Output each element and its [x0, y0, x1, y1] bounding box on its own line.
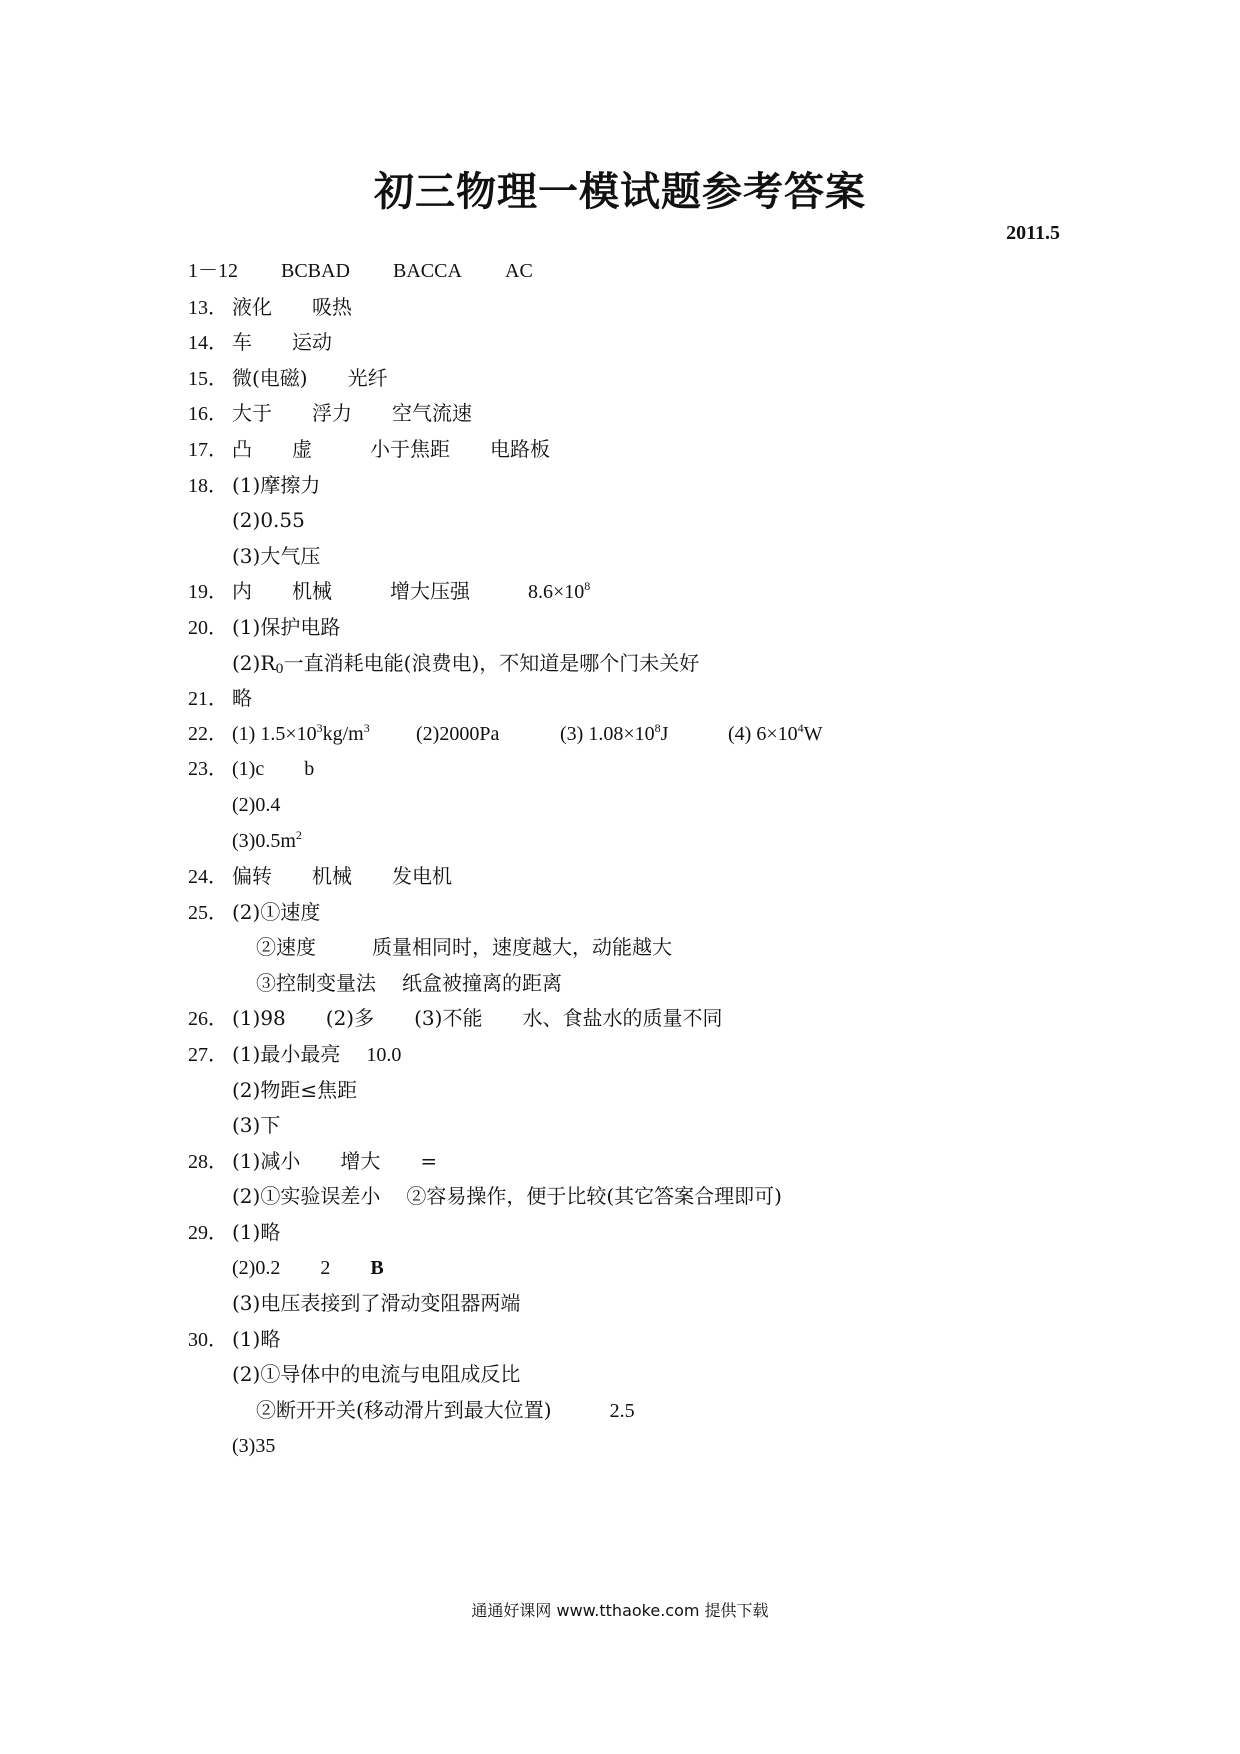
footer-credit: 通通好课网 www.tthaoke.com 提供下载 — [471, 1601, 769, 1620]
answer-segment: 略 — [232, 686, 252, 711]
answer-segment: (4) $6\times 10^4W$ — [728, 720, 823, 745]
answer-segment: 空气流速 — [392, 401, 472, 426]
answer-25 — [188, 895, 1108, 931]
answer-segment: 浮力 — [312, 401, 352, 426]
answer-28-part-2 — [188, 1179, 1108, 1215]
answer-segment: 运动 — [292, 330, 332, 355]
answer-segment: 微(电磁) — [232, 365, 308, 390]
question-number: 25． — [188, 901, 228, 924]
question-number: 21． — [188, 688, 228, 711]
question-number: 24． — [188, 866, 228, 889]
answer-segment: 2 — [320, 1256, 331, 1279]
answer-segment: 液化 — [232, 294, 272, 319]
answer-segment: (3)不能 — [414, 1006, 483, 1031]
answer-15 — [188, 361, 1108, 397]
answer-segment: 水、食盐水的质量不同 — [522, 1006, 723, 1031]
question-number: 19． — [188, 581, 228, 604]
answer-segment: (2)0.55 — [232, 508, 305, 533]
question-number: 17． — [188, 438, 228, 461]
answer-segment: (1)减小 — [232, 1148, 301, 1173]
answer-26 — [188, 1001, 1108, 1037]
answer-23 — [188, 752, 1108, 788]
answer-segment: 发电机 — [392, 864, 452, 889]
question-number: 23． — [188, 758, 228, 781]
answer-segment: 虚 — [292, 436, 312, 461]
answer-27-part-2 — [188, 1073, 1108, 1109]
answer-segment: BCBAD — [281, 260, 350, 282]
answer-29-part-3 — [188, 1286, 1108, 1322]
answer-segment: (2)0.2 — [232, 1256, 281, 1279]
answer-21 — [188, 681, 1108, 717]
answer-segment: (2)①实验误差小 — [232, 1184, 381, 1209]
answer-segment: (2)2000Pa — [416, 722, 500, 745]
answer-20 — [188, 610, 1108, 646]
answer-segment: (1)保护电路 — [232, 614, 341, 639]
page-title: 初三物理一模试题参考答案 — [374, 169, 866, 215]
answer-segment: $(3)0.5m^2$ — [232, 827, 302, 852]
answer-23-part-2 — [188, 788, 1108, 824]
question-number: 1－12 — [188, 260, 238, 282]
answer-segment: = — [420, 1148, 438, 1173]
answer-segment: (1) $1.5\times 10^3kg/m^3$ — [232, 720, 370, 745]
answer-27 — [188, 1037, 1108, 1073]
answer-24 — [188, 859, 1108, 895]
answer-segment: 2.5 — [609, 1400, 635, 1422]
question-number: 16． — [188, 403, 228, 426]
answer-13 — [188, 290, 1108, 326]
answer-segment: ③控制变量法 — [256, 970, 376, 995]
answer-segment: (2)①导体中的电流与电阻成反比 — [232, 1362, 521, 1387]
answer-segment: (1)c — [232, 758, 265, 781]
question-number: 27． — [188, 1044, 228, 1067]
answer-segment: $(2)R_0$一直消耗电能(浪费电)，不知道是哪个门未关好 — [232, 650, 700, 677]
answer-segment: ②速度 — [256, 935, 316, 960]
question-number: 22． — [188, 722, 228, 745]
date-label: 2011.5 — [1006, 222, 1060, 244]
answer-25-part-2 — [188, 930, 1108, 966]
answer-segment: (1)略 — [232, 1220, 281, 1245]
answer-29-part-2 — [188, 1251, 1108, 1287]
answer-segment: (3)35 — [232, 1434, 276, 1457]
answer-segment: (3)大气压 — [232, 543, 321, 568]
answer-18 — [188, 468, 1108, 504]
answer-segment: (3)下 — [232, 1113, 281, 1138]
answer-segment: ②容易操作，便于比较(其它答案合理即可) — [406, 1184, 782, 1209]
answer-30-part-3 — [188, 1393, 1108, 1429]
answer-30-part-2 — [188, 1357, 1108, 1393]
answer-segment: (3)电压表接到了滑动变阻器两端 — [232, 1291, 521, 1316]
question-number: 20． — [188, 616, 228, 639]
answer-17 — [188, 432, 1108, 468]
answer-segment: 凸 — [232, 436, 252, 461]
answer-segment: (1)摩擦力 — [232, 472, 321, 497]
answer-segment: $8.6\times 10^8$ — [528, 579, 591, 604]
answer-segment: 吸热 — [312, 294, 352, 319]
answer-segment: (1)98 — [232, 1006, 286, 1031]
answer-segment: 小于焦距 — [370, 436, 450, 461]
answer-27-part-3 — [188, 1108, 1108, 1144]
question-number: 18． — [188, 474, 228, 497]
question-number: 14． — [188, 332, 228, 355]
question-number: 30． — [188, 1328, 228, 1351]
answer-segment: (2)物距≤焦距 — [232, 1077, 358, 1102]
answer-segment: 车 — [232, 330, 252, 355]
question-number: 13． — [188, 296, 228, 319]
question-number: 28． — [188, 1150, 228, 1173]
answer-16 — [188, 396, 1108, 432]
question-number: 29． — [188, 1222, 228, 1245]
answer-segment: (2)多 — [325, 1006, 375, 1031]
answer-segment: b — [304, 758, 315, 781]
answer-segment: (1)最小最亮 — [232, 1042, 341, 1067]
answer-segment: 纸盒被撞离的距离 — [402, 970, 562, 995]
answer-18-part-2 — [188, 503, 1108, 539]
question-number: 15． — [188, 367, 228, 390]
answer-segment: 机械 — [292, 579, 332, 604]
answer-segment: BACCA — [393, 260, 462, 282]
answer-segment: 10.0 — [366, 1044, 402, 1067]
answer-list — [188, 254, 1108, 1464]
answer-29 — [188, 1215, 1108, 1251]
answer-segment: AC — [505, 260, 533, 282]
answer-18-part-3 — [188, 539, 1108, 575]
answer-segment: 增大压强 — [390, 579, 470, 604]
answer-segment: 电路板 — [490, 436, 550, 461]
answer-25-part-3 — [188, 966, 1108, 1002]
answer-30-part-4 — [188, 1429, 1108, 1465]
answer-28 — [188, 1144, 1108, 1180]
answer-30 — [188, 1322, 1108, 1358]
answer-20-part-2 — [188, 646, 1108, 682]
answer-segment: (2)0.4 — [232, 793, 281, 816]
answer-22 — [188, 717, 1108, 753]
answer-14 — [188, 325, 1108, 361]
answer-segment: 机械 — [312, 864, 352, 889]
answer-segment: 光纤 — [347, 365, 388, 390]
answer-segment: (1)略 — [232, 1326, 281, 1351]
answer-segment: 增大 — [340, 1148, 381, 1173]
answer-19 — [188, 574, 1108, 610]
answer-segment: B — [370, 1256, 384, 1279]
answer-segment: (2)①速度 — [232, 899, 321, 924]
answer-23-part-3 — [188, 824, 1108, 860]
answer-segment: 大于 — [232, 401, 272, 426]
answer-segment: (3) $1.08\times 10^8J$ — [560, 720, 669, 745]
question-number: 26． — [188, 1008, 228, 1031]
answer-segment: ②断开开关(移动滑片到最大位置) — [256, 1398, 552, 1422]
answer-1-12 — [188, 254, 1108, 290]
answer-segment: 偏转 — [232, 864, 272, 889]
answer-segment: 质量相同时，速度越大，动能越大 — [372, 935, 672, 960]
answer-segment: 内 — [232, 579, 252, 604]
